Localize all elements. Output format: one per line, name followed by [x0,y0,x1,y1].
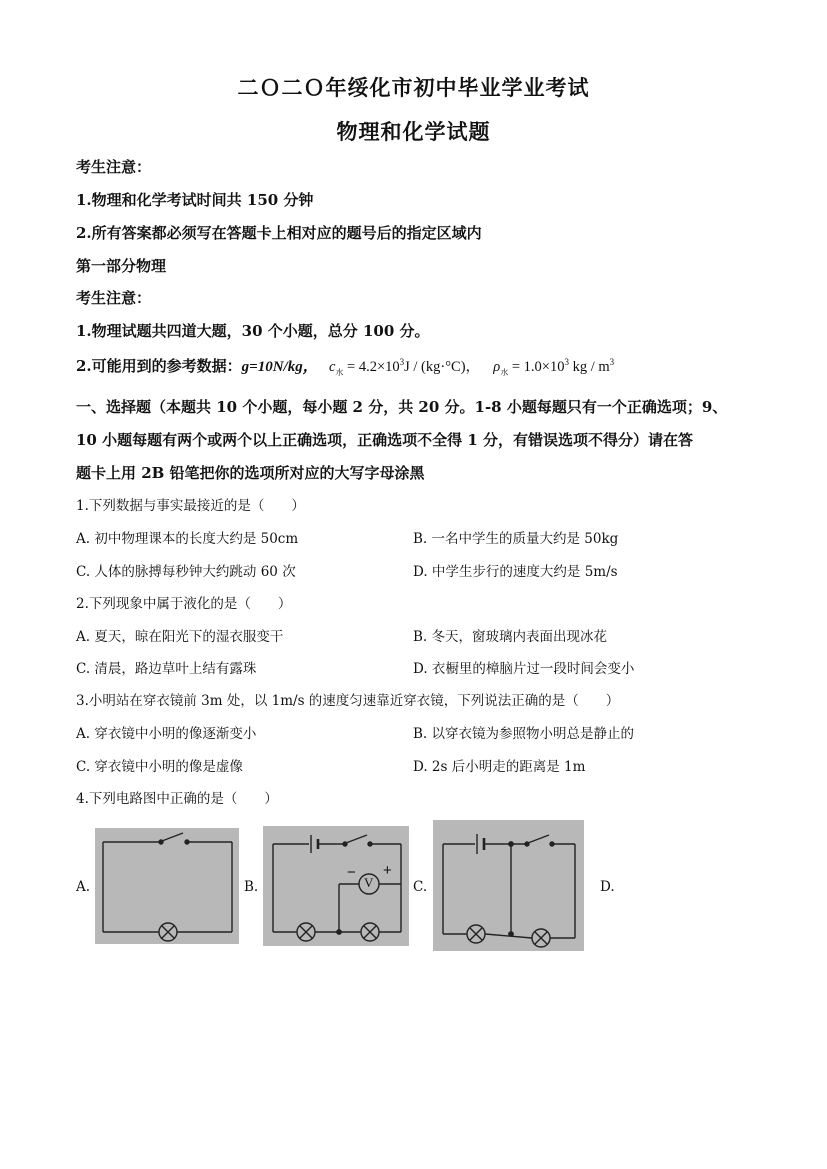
part-title: 第一部分物理 [76,257,167,275]
reference-data-line [76,355,614,378]
switch-icon [103,833,232,844]
switch-icon [343,835,372,846]
option-b: B. 一名中学生的质量大约是 50kg [413,531,619,547]
option-b: B. 冬天，窗玻璃内表面出现冰花 [413,629,608,645]
switch-icon [525,835,554,846]
rho-unit: kg / m [572,359,610,375]
lamp-icon [361,923,379,941]
c-symbol: c [328,359,336,375]
lamp-icon [159,923,177,941]
c-value: = 4.2×10 [347,359,400,375]
rho-value: = 1.0×10 [511,359,565,375]
option-d: D. 中学生步行的速度大约是 5m/s [413,564,618,580]
battery-icon [477,834,484,854]
rho-exponent: 3 [564,357,569,368]
option-c: C. 清晨，路边草叶上结有露珠 [76,661,257,677]
notes-heading: 考生注意： [76,158,152,176]
plus-terminal-label: + [383,862,392,879]
option-a: A. 夏天，晾在阳光下的湿衣服变干 [76,629,284,645]
c-unit: J / (kg·°C)， [404,359,481,375]
circuit-diagram-b [263,826,409,946]
option-c: C. 穿衣镜中小明的像是虚像 [76,759,243,775]
c-exponent: 3 [399,357,405,368]
battery-icon [311,835,318,853]
lamp-icon [297,923,315,941]
question-stem: 1.下列数据与事实最接近的是（ ） [76,498,305,514]
circuit-option-d-label: D. [600,879,615,895]
reference-data-prefix: 2.可能用到的参考数据： [76,357,242,375]
option-c: C. 人体的脉搏每秒钟大约跳动 60 次 [76,564,296,580]
rho-unit-exponent: 3 [609,357,615,368]
specific-heat-formula: $c_水 = 4.2\times 10^3J / (kg\cdot^\circ C)$， [328,357,481,377]
g-value: g=10N/kg， [241,359,318,375]
minus-terminal-label: − [347,864,356,881]
circuit-option-b-label: B. [244,879,259,895]
exam-subtitle: 物理和化学试题 [336,119,491,144]
lamp-icon [467,925,485,943]
question-stem: 4.下列电路图中正确的是（ ） [76,791,278,807]
question-stem: 3.小明站在穿衣镜前 3m 处，以 1m/s 的速度匀速靠近穿衣镜，下列说法正确的是（ ） [76,693,620,709]
question-stem: 2.下列现象中属于液化的是（ ） [76,596,292,612]
circuit-diagram-a [95,828,239,944]
notes-heading-physics: 考生注意： [76,289,152,307]
notes-physics-item: 1.物理试题共四道大题，30 个小题，总分 100 分。 [76,322,430,340]
section-instructions-line: 一、选择题（本题共 10 个小题，每小题 2 分，共 20 分。1-8 小题每题只有一个正确选项；9、 [76,398,728,416]
section-instructions-line: 题卡上用 2B 铅笔把你的选项所对应的大写字母涂黑 [76,464,425,482]
notes-item: 1.物理和化学考试时间共 150 分钟 [76,191,314,209]
density-formula: $\rho_水 = 1.0\times 10^3$ kg / $m^3$ [493,357,615,377]
exam-title: 二Ｏ二Ｏ年绥化市初中毕业学业考试 [237,75,590,100]
option-d: D. 2s 后小明走的距离是 1m [413,759,586,775]
option-a: A. 初中物理课本的长度大约是 50cm [76,531,299,547]
circuit-option-a-label: A. [76,879,91,895]
option-a: A. 穿衣镜中小明的像逐渐变小 [76,726,257,742]
circuit-diagram-c [433,820,584,951]
voltmeter-label: V [364,875,374,890]
rho-symbol: ρ [493,359,501,375]
section-instructions-line: 10 小题每题有两个或两个以上正确选项，正确选项不全得 1 分，有错误选项不得分）请在答 [76,431,693,449]
option-b: B. 以穿衣镜为参照物小明总是静止的 [413,726,635,742]
lamp-icon [532,929,550,947]
notes-item: 2.所有答案都必须写在答题卡上相对应的题号后的指定区域内 [76,224,482,242]
option-d: D. 衣橱里的樟脑片过一段时间会变小 [413,661,635,677]
circuit-option-c-label: C. [413,879,428,895]
